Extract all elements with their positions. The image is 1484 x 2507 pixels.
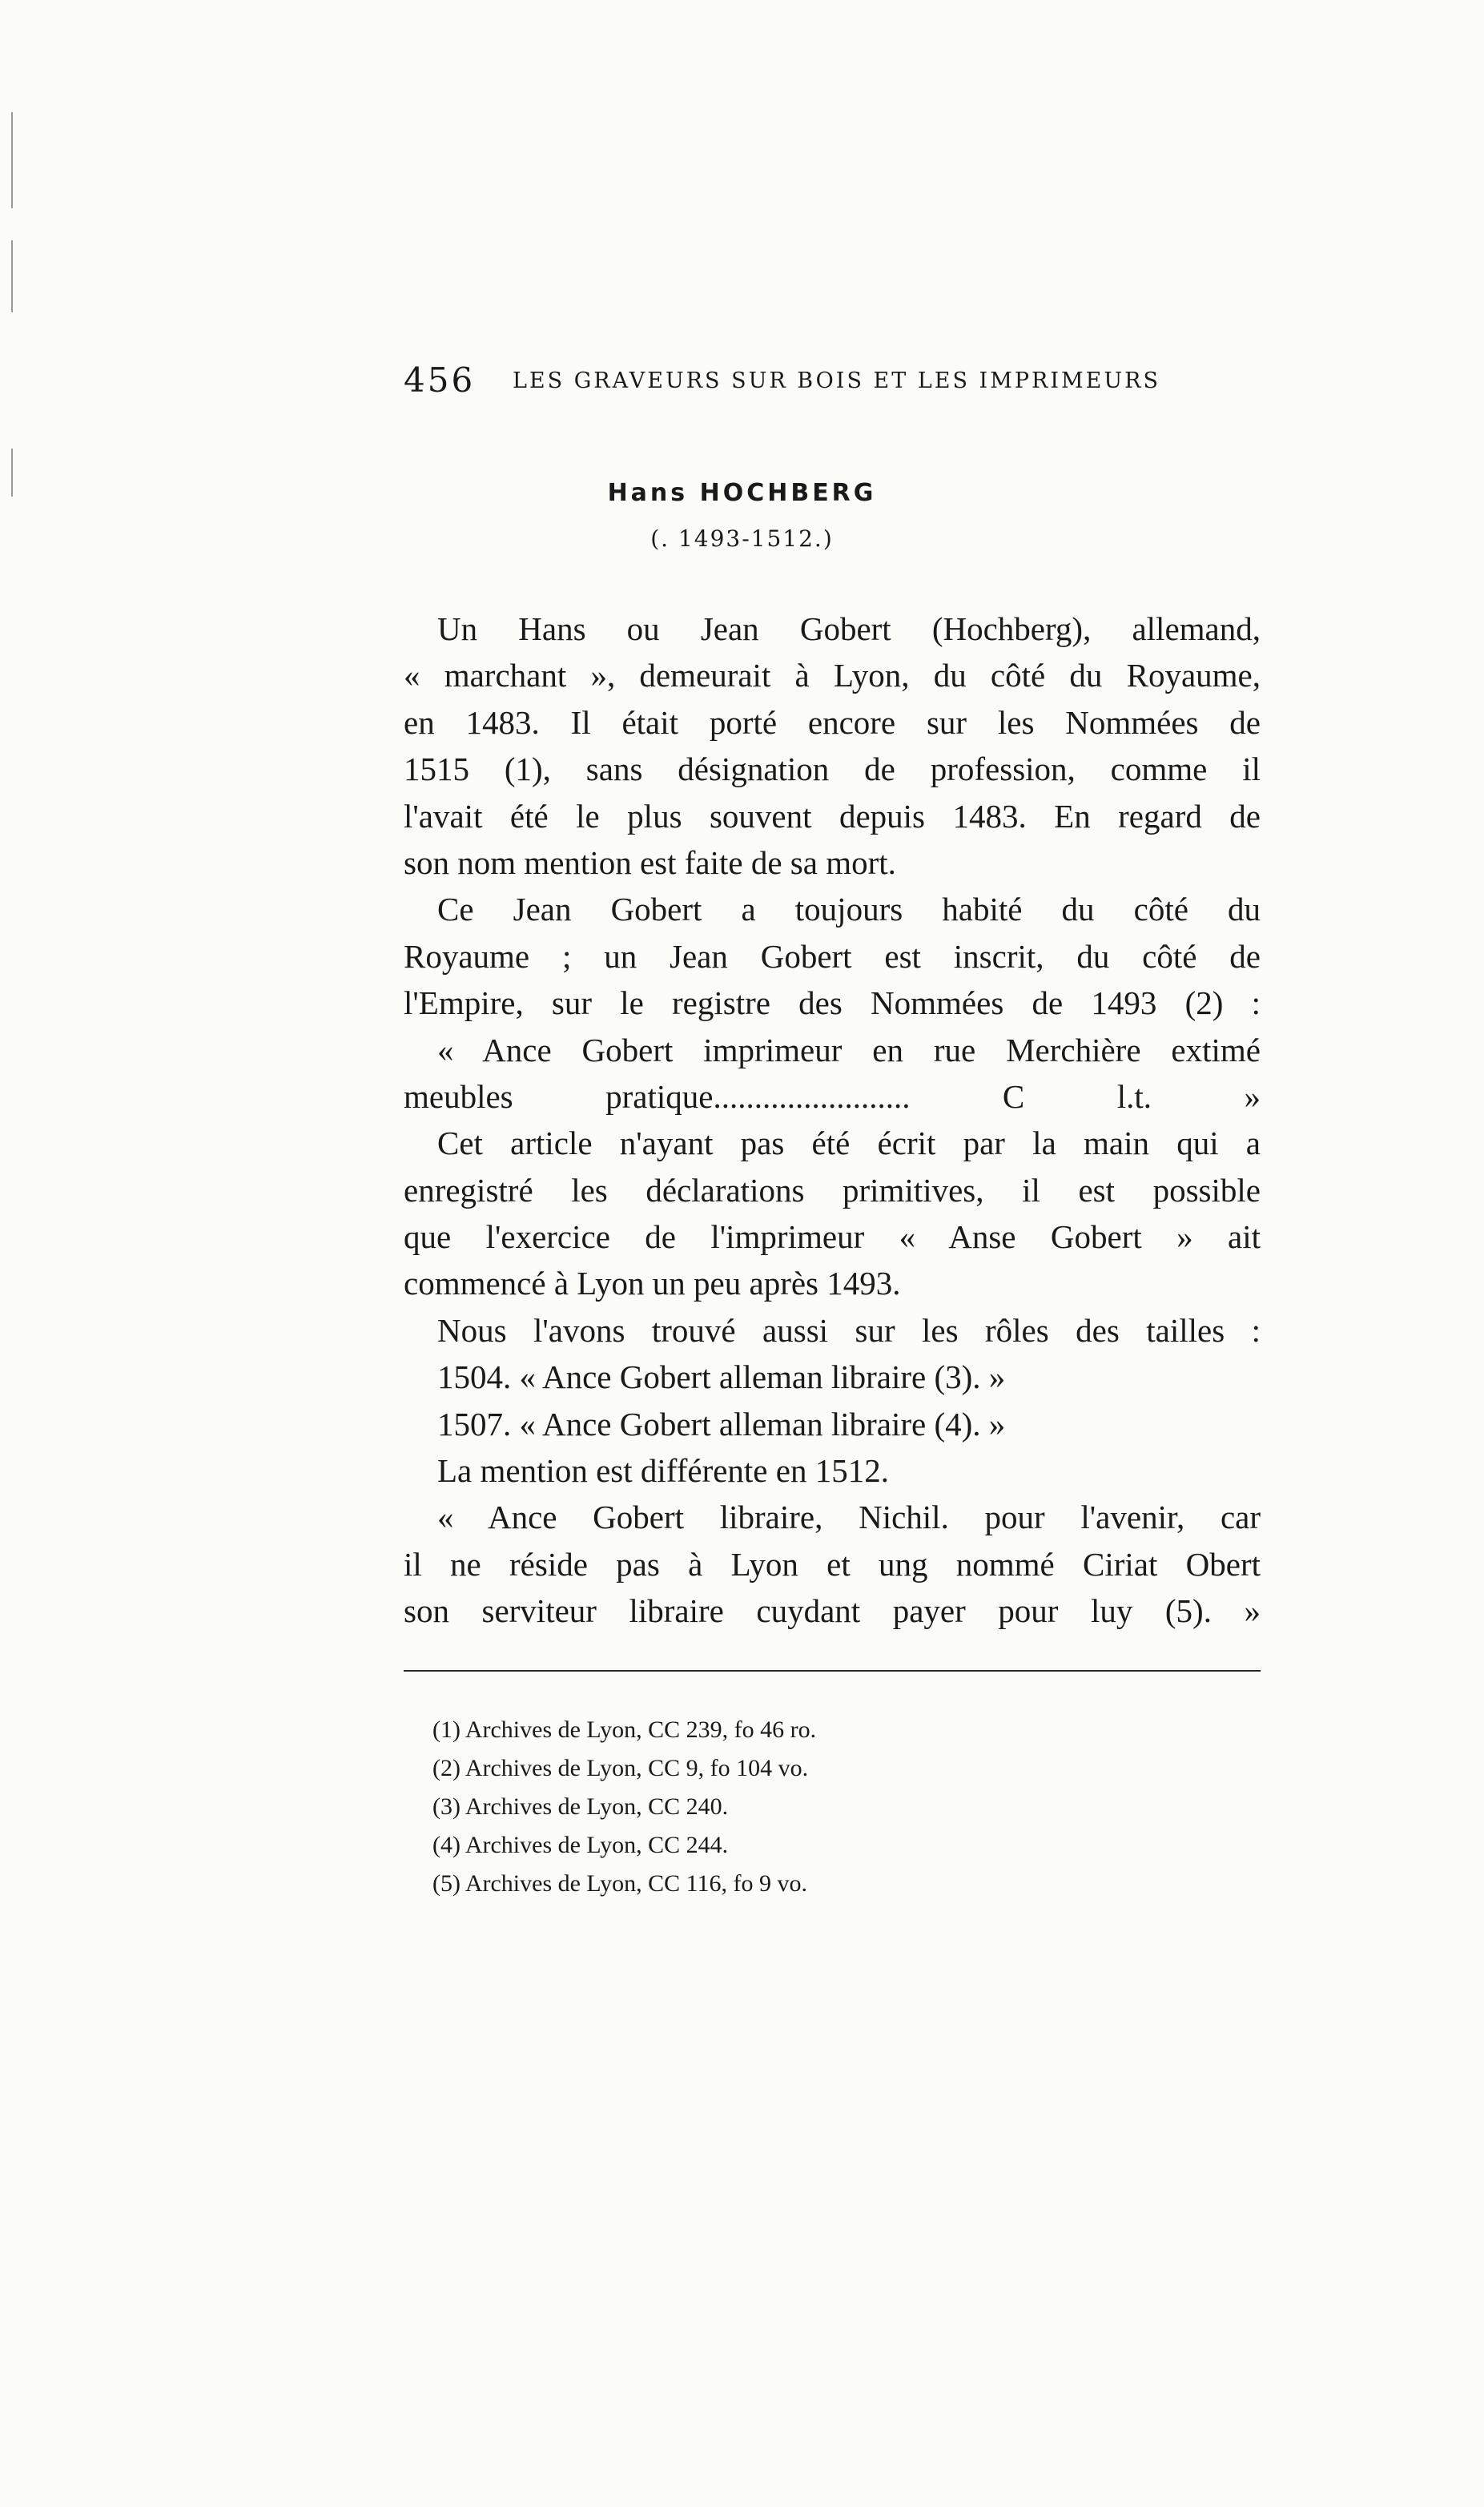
footnote: (4) Archives de Lyon, CC 244. [432,1832,729,1858]
body-line: l'avait été le plus souvent depuis 1483. En regard de [404,797,1261,835]
body-line: Cet article n'ayant pas été écrit par la main qui a [437,1125,1261,1162]
page-header [404,360,1261,400]
body-line: « marchant », demeurait à Lyon, du côté du Royaume, [404,657,1261,694]
body-line: « Ance Gobert imprimeur en rue Merchière extimé [437,1031,1261,1068]
body-line: meubles pratique........................ C l.t. » [404,1077,1261,1115]
footnote: (3) Archives de Lyon, CC 240. [432,1793,729,1820]
body-text [404,606,1261,1635]
margin-mark [11,240,13,312]
body-line: que l'exercice de l'imprimeur « Anse Gobert » ait [404,1218,1261,1256]
body-line: il ne réside pas à Lyon et ung nommé Ciriat Obert [404,1545,1261,1583]
page-number: 456 [404,360,476,400]
section-heading: Hans HOCHBERG [607,479,877,507]
body-line: son serviteur libraire cuydant payer pour luy (5). » [404,1592,1261,1630]
body-line: 1515 (1), sans désignation de profession, comme il [404,750,1261,788]
body-line: commencé à Lyon un peu après 1493. [404,1265,901,1302]
margin-mark [11,112,13,208]
footnote: (1) Archives de Lyon, CC 239, fo 46 ro. [432,1716,817,1743]
body-line: 1507. « Ance Gobert alleman libraire (4). » [437,1405,1006,1443]
body-line: « Ance Gobert libraire, Nichil. pour l'avenir, car [437,1499,1261,1536]
body-line: l'Empire, sur le registre des Nommées de 1493 (2) : [404,984,1261,1022]
section-dates: (. 1493-1512.) [650,525,834,552]
running-title: LES GRAVEURS SUR BOIS ET LES IMPRIMEURS [513,368,1160,393]
body-line: 1504. « Ance Gobert alleman libraire (3). » [437,1358,1006,1396]
body-line: La mention est différente en 1512. [437,1452,889,1490]
body-line: Nous l'avons trouvé aussi sur les rôles des tailles : [437,1311,1261,1349]
body-line: enregistré les déclarations primitives, il est possible [404,1171,1261,1209]
footnote: (5) Archives de Lyon, CC 116, fo 9 vo. [432,1870,808,1897]
footnote: (2) Archives de Lyon, CC 9, fo 104 vo. [432,1755,809,1781]
footnotes [432,1711,1233,1903]
body-line: Royaume ; un Jean Gobert est inscrit, du côté de [404,937,1261,975]
footnote-rule [404,1670,1261,1672]
body-line: son nom mention est faite de sa mort. [404,843,896,881]
body-line: Un Hans ou Jean Gobert (Hochberg), allemand, [437,610,1261,647]
body-line: en 1483. Il était porté encore sur les Nommées de [404,703,1261,741]
body-line: Ce Jean Gobert a toujours habité du côté du [437,891,1261,928]
